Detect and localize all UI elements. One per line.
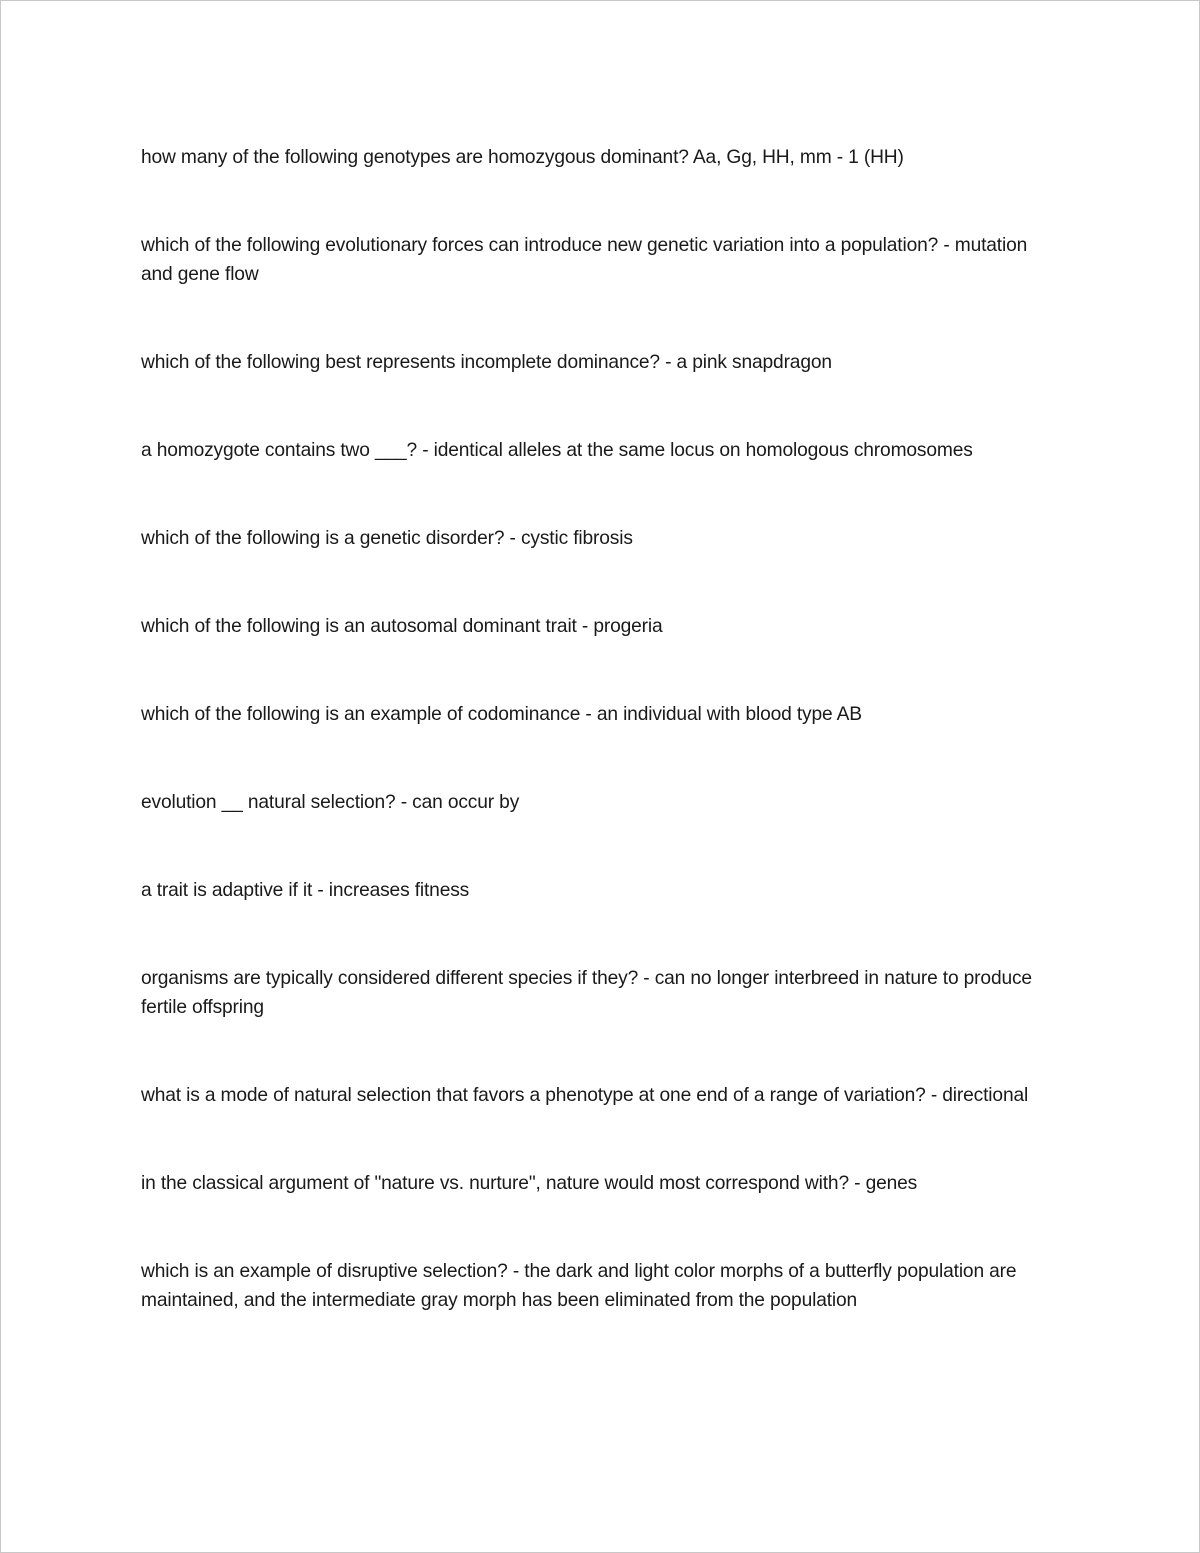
question-answer-item: organisms are typically considered different species if they? - can no longer interbreed in nature to produce fertile offspring <box>141 968 1032 1018</box>
question-answer-item: which is an example of disruptive selection? - the dark and light color morphs of a butterfly population are maintained, and the intermediate gray morph has been eliminated from the population <box>141 1261 1017 1311</box>
question-answer-item: which of the following evolutionary forces can introduce new genetic variation into a population? - mutation and gene flow <box>141 235 1028 285</box>
question-answer-item: what is a mode of natural selection that favors a phenotype at one end of a range of variation? - directional <box>141 1085 1029 1106</box>
question-answer-item: a trait is adaptive if it - increases fitness <box>141 880 470 901</box>
question-answer-item: which of the following best represents incomplete dominance? - a pink snapdragon <box>141 352 832 373</box>
question-answer-list <box>141 143 1061 1315</box>
question-answer-item: how many of the following genotypes are homozygous dominant? Aa, Gg, HH, mm - 1 (HH) <box>141 147 904 168</box>
question-answer-item: which of the following is an autosomal dominant trait - progeria <box>141 616 663 637</box>
question-answer-item: in the classical argument of "nature vs. nurture", nature would most correspond with? - genes <box>141 1173 918 1194</box>
question-answer-item: a homozygote contains two ___? - identical alleles at the same locus on homologous chromosomes <box>141 440 973 461</box>
question-answer-item: which of the following is a genetic disorder? - cystic fibrosis <box>141 528 633 549</box>
question-answer-item: which of the following is an example of codominance - an individual with blood type AB <box>141 704 862 725</box>
question-answer-item: evolution __ natural selection? - can occur by <box>141 792 520 813</box>
